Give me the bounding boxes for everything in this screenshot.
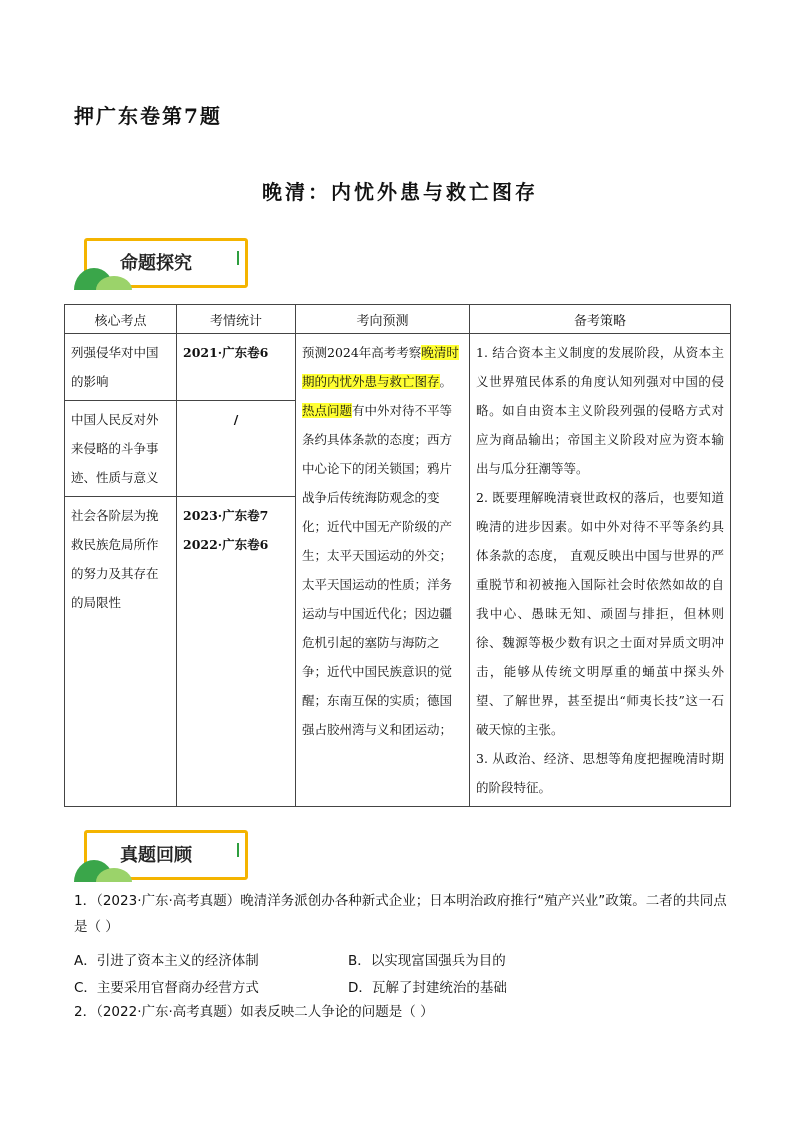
- exam-analysis-table: [64, 304, 731, 807]
- strategy-item: 1. 结合资本主义制度的发展阶段，从资本主义世界殖民体系的角度认知列强对中国的侵略。如自由资本主义阶段列强的侵略方式对应为商品输出；帝国主义阶段对应为资本输出与瓜分狂潮等等。: [476, 345, 724, 476]
- document-subtitle: 晚清：内忧外患与救亡图存: [262, 180, 538, 204]
- strategy-item: 3. 从政治、经济、思想等角度把握晚清时期的阶段特征。: [476, 751, 724, 795]
- strategy-item: 2. 既要理解晚清衰世政权的落后，也要知道晚清的进步因素。如中外对待不平等条约具体条款的态度， 直观反映出中国与世界的严重脱节和初被拖入国际社会时依然如故的自我中心、愚昧无知、顽固与排拒，但林则徐、魏源等极少数有识之士面对异质文明冲击，能够从传统文明厚重的蛹茧中探头外望、了解世界，甚至提出“师夷长技”这一石破天惊的主张。: [476, 490, 724, 737]
- stats-cell: [177, 497, 296, 807]
- strategy-cell: [470, 334, 731, 807]
- section-header-review: [74, 830, 246, 880]
- document-title: 押广东卷第7题: [74, 104, 222, 128]
- hot-topic-highlight: 热点问题: [302, 403, 353, 418]
- question-1-stem: 1．（2023·广东·高考真题）晚清洋务派创办各种新式企业；日本明治政府推行“殖产兴业”政策。二者的共同点是（ ）: [74, 893, 727, 935]
- table-header: 备考策略: [470, 305, 731, 334]
- prediction-text: 有中外对待不平等条约具体条款的态度；西方中心论下的闭关锁国；鸦片战争后传统海防观念的变化；近代中国无产阶级的产生；太平天国运动的外交；太平天国运动的性质；洋务运动与中国近代化；因边疆危机引起的塞防与海防之争；近代中国民族意识的觉醒；东南互保的实质；德国强占胶州湾与义和团运动；: [302, 403, 453, 737]
- option-a[interactable]: A．引进了资本主义的经济体制: [74, 953, 259, 969]
- prediction-highlight: 晚清时期的内忧外患与救亡图存: [302, 345, 459, 389]
- section-label: 命题探究: [120, 253, 192, 274]
- core-point-cell: 列强侵华对中国的影响: [65, 334, 177, 401]
- core-point-cell: 社会各阶层为挽救民族危局所作的努力及其存在的局限性: [65, 497, 177, 807]
- table-header: 考情统计: [177, 305, 296, 334]
- option-c[interactable]: C．主要采用官督商办经营方式: [74, 980, 259, 996]
- prediction-cell: [296, 334, 470, 807]
- table-header-row: [65, 305, 731, 334]
- prediction-text: 预测2024年高考考察: [302, 345, 422, 360]
- table-row: [65, 334, 731, 401]
- section-label: 真题回顾: [120, 845, 192, 866]
- option-d[interactable]: D．瓦解了封建统治的基础: [348, 980, 507, 996]
- section-header-exploration: [74, 238, 246, 288]
- core-point-cell: 中国人民反对外来侵略的斗争事迹、性质与意义: [65, 401, 177, 497]
- stats-line: 2023·广东卷7: [183, 508, 269, 523]
- stats-cell: 2021·广东卷6: [177, 334, 296, 401]
- stats-line: 2022·广东卷6: [183, 537, 269, 552]
- question-2-stem: 2．（2022·广东·高考真题）如表反映二人争论的问题是（ ）: [74, 1004, 434, 1020]
- table-header: 考向预测: [296, 305, 470, 334]
- table-header: 核心考点: [65, 305, 177, 334]
- option-b[interactable]: B．以实现富国强兵为目的: [348, 953, 506, 969]
- prediction-text: 。: [439, 374, 453, 389]
- stats-cell: /: [177, 401, 296, 497]
